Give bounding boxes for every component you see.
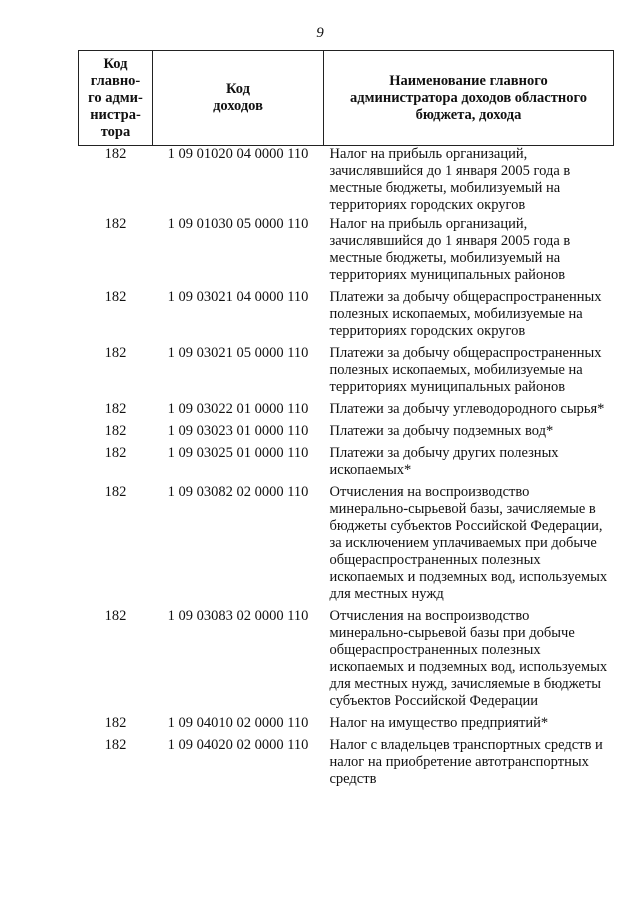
income-code-cell: 1 09 01030 05 0000 110 [167, 216, 309, 232]
table-row [79, 342, 614, 398]
income-code-cell: 1 09 01020 04 0000 110 [167, 146, 309, 162]
admin-code-cell: 182 [104, 289, 127, 305]
header-admin-code: Код главно- го адми- нистра- тора [79, 51, 153, 146]
table-row [79, 398, 614, 420]
table-row [79, 216, 614, 286]
income-name-cell: Отчисления на воспроизводство минерально-сырьевой базы при добыче общераспространенных полезных ископаемых и подземных вод, используемых для местных нужд, зачисляемые в бюджеты субъектов Российской Федерации [329, 608, 608, 709]
income-code-cell: 1 09 03021 04 0000 110 [167, 289, 309, 305]
table-row [79, 605, 614, 712]
table-row [79, 286, 614, 342]
admin-code-cell: 182 [104, 445, 127, 461]
page-number: 9 [316, 25, 324, 41]
table-row [79, 146, 614, 217]
admin-code-cell: 182 [104, 345, 127, 361]
income-code-cell: 1 09 03025 01 0000 110 [167, 445, 309, 461]
header-income-code: Код доходов [153, 51, 324, 146]
admin-code-cell: 182 [104, 423, 127, 439]
header-name: Наименование главного администратора доходов областного бюджета, дохода [324, 51, 614, 146]
admin-code-cell: 182 [104, 484, 127, 500]
revenue-table [78, 50, 614, 790]
income-name-cell: Платежи за добычу подземных вод* [329, 423, 554, 439]
table-row [79, 712, 614, 734]
income-code-cell: 1 09 03083 02 0000 110 [167, 608, 309, 624]
admin-code-cell: 182 [104, 715, 127, 731]
income-name-cell: Платежи за добычу других полезных ископаемых* [329, 445, 559, 478]
table-row [79, 420, 614, 442]
admin-code-cell: 182 [104, 216, 127, 232]
income-name-cell: Налог с владельцев транспортных средств и налог на приобретение автотранспортных средств [329, 737, 603, 787]
income-code-cell: 1 09 03023 01 0000 110 [167, 423, 309, 439]
income-code-cell: 1 09 03022 01 0000 110 [167, 401, 309, 417]
income-name-cell: Платежи за добычу углеводородного сырья* [329, 401, 605, 417]
income-code-cell: 1 09 03021 05 0000 110 [167, 345, 309, 361]
header-row [79, 51, 614, 146]
admin-code-cell: 182 [104, 146, 127, 162]
admin-code-cell: 182 [104, 401, 127, 417]
income-code-cell: 1 09 03082 02 0000 110 [167, 484, 309, 500]
income-name-cell: Налог на прибыль организаций, зачислявшийся до 1 января 2005 года в местные бюджеты, мобилизуемый на территориях городских округов [329, 146, 571, 213]
income-name-cell: Налог на прибыль организаций, зачислявшийся до 1 января 2005 года в местные бюджеты, мобилизуемый на территориях муниципальных районов [329, 216, 571, 283]
table-row [79, 481, 614, 605]
admin-code-cell: 182 [104, 737, 127, 753]
table-body [79, 146, 614, 791]
income-code-cell: 1 09 04010 02 0000 110 [167, 715, 309, 731]
income-name-cell: Платежи за добычу общераспространенных полезных ископаемых, мобилизуемые на территориях городских округов [329, 289, 602, 339]
income-name-cell: Налог на имущество предприятий* [329, 715, 549, 731]
income-code-cell: 1 09 04020 02 0000 110 [167, 737, 309, 753]
table-row [79, 442, 614, 481]
income-name-cell: Отчисления на воспроизводство минерально-сырьевой базы, зачисляемые в бюджеты субъектов Российской Федерации, за исключением уплачиваемых при добыче общераспространенных полезных ископаемых и подземных вод, используемых для местных нужд [329, 484, 608, 602]
income-name-cell: Платежи за добычу общераспространенных полезных ископаемых, мобилизуемые на территориях муниципальных районов [329, 345, 602, 395]
table-row [79, 734, 614, 790]
admin-code-cell: 182 [104, 608, 127, 624]
table-header [79, 51, 614, 146]
